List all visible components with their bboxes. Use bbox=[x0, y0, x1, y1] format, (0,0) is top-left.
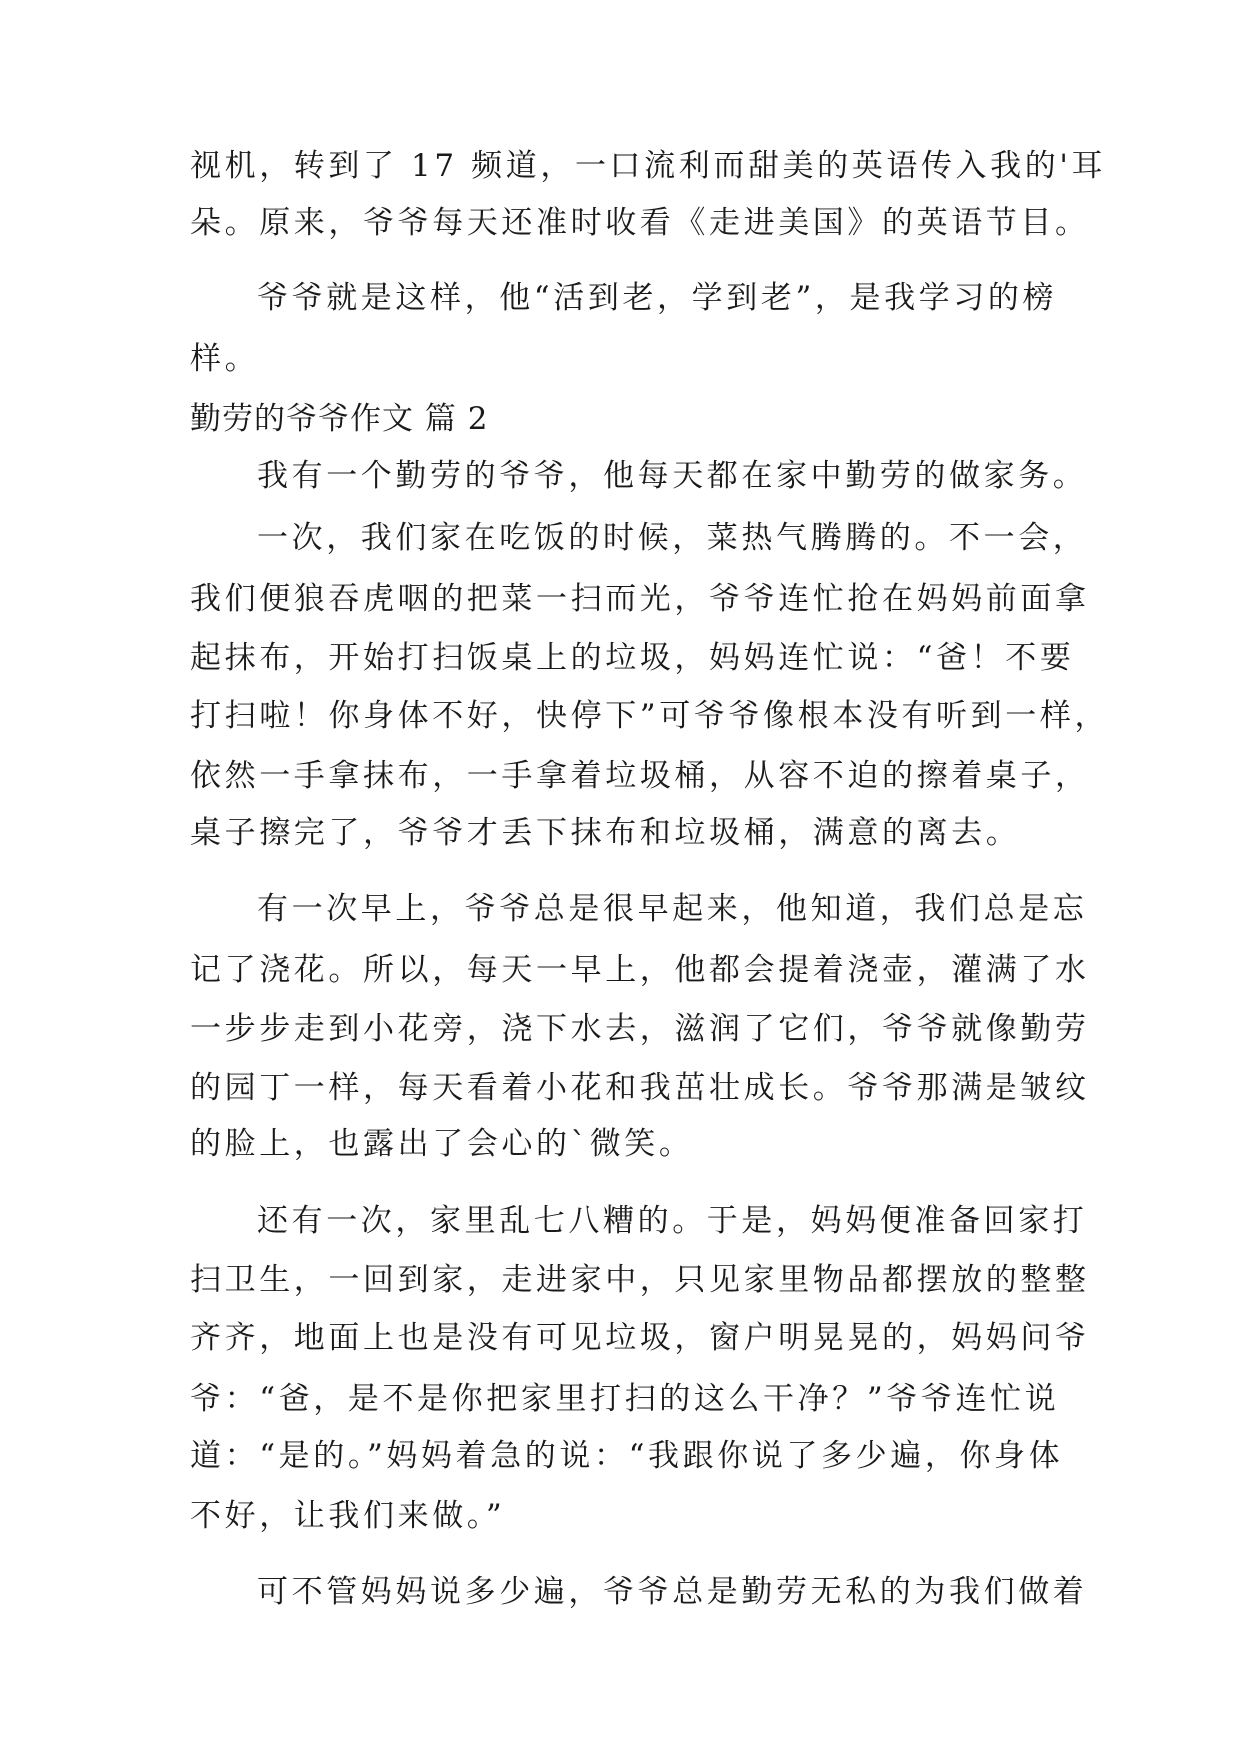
text-line: 我有一个勤劳的爷爷，他每天都在家中勤劳的做家务。 bbox=[257, 458, 1088, 494]
text-line: 道：“是的。”妈妈着急的说：“我跟你说了多少遍，你身体 bbox=[190, 1438, 1064, 1474]
text-line: 我们便狼吞虎咽的把菜一扫而光，爷爷连忙抢在妈妈前面拿 bbox=[190, 581, 1090, 617]
text-line: 一次，我们家在吃饭的时候，菜热气腾腾的。不一会， bbox=[257, 520, 1088, 556]
text-line: 桌子擦完了，爷爷才丢下抹布和垃圾桶，满意的离去。 bbox=[190, 815, 1021, 851]
text-line: 还有一次，家里乱七八糟的。于是，妈妈便准备回家打 bbox=[257, 1203, 1088, 1239]
text-line: 依然一手拿抹布，一手拿着垃圾桶，从容不迫的擦着桌子， bbox=[190, 758, 1090, 794]
text-line: 不好，让我们来做。” bbox=[190, 1498, 506, 1534]
text-line: 爷爷就是这样，他“活到老，学到老”，是我学习的榜 bbox=[257, 280, 1058, 316]
text-line: 打扫啦！你身体不好，快停下”可爷爷像根本没有听到一样， bbox=[190, 698, 1110, 734]
text-line: 记了浇花。所以，每天一早上，他都会提着浇壶，灌满了水 bbox=[190, 952, 1090, 988]
text-line: 一步步走到小花旁，浇下水去，滋润了它们，爷爷就像勤劳 bbox=[190, 1011, 1090, 1047]
text-line: 爷：“爸，是不是你把家里打扫的这么干净？”爷爷连忙说 bbox=[190, 1381, 1060, 1417]
text-line: 齐齐，地面上也是没有可见垃圾，窗户明晃晃的，妈妈问爷 bbox=[190, 1320, 1090, 1356]
text-line: 的脸上，也露出了会心的`微笑。 bbox=[190, 1126, 694, 1162]
text-line: 朵。原来，爷爷每天还准时收看《走进美国》的英语节目。 bbox=[190, 205, 1090, 241]
section-heading: 勤劳的爷爷作文 篇 2 bbox=[190, 401, 489, 437]
text-line: 的园丁一样，每天看着小花和我茁壮成长。爷爷那满是皱纹 bbox=[190, 1070, 1090, 1106]
text-line: 样。 bbox=[190, 341, 260, 377]
text-line: 扫卫生，一回到家，走进家中，只见家里物品都摆放的整整 bbox=[190, 1262, 1090, 1298]
text-line: 有一次早上，爷爷总是很早起来，他知道，我们总是忘 bbox=[257, 891, 1088, 927]
text-line: 视机，转到了 17 频道，一口流利而甜美的英语传入我的'耳 bbox=[190, 148, 1107, 184]
text-line: 起抹布，开始打扫饭桌上的垃圾，妈妈连忙说：“爸！不要 bbox=[190, 640, 1075, 676]
text-line: 可不管妈妈说多少遍，爷爷总是勤劳无私的为我们做着 bbox=[257, 1574, 1088, 1610]
